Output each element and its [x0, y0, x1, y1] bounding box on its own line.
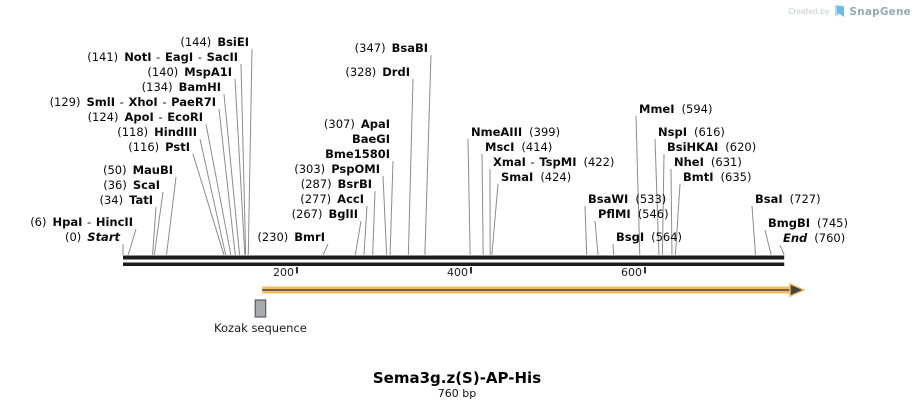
site-label-TatI[interactable]: (34) TatI [99, 193, 153, 207]
site-label-BsaBI[interactable]: (347) BsaBI [354, 41, 428, 55]
connector-line-AccI [364, 206, 367, 255]
site-label-End[interactable]: End (760) [783, 231, 846, 245]
connector-line-HpaI [128, 229, 136, 255]
site-label-NmeAIII[interactable]: NmeAIII (399) [471, 125, 561, 139]
site-label-BsgI[interactable]: BsgI (564) [616, 230, 683, 244]
site-label-XmaI[interactable]: XmaI - TspMI (422) [493, 155, 615, 169]
site-label-PstI[interactable]: (116) PstI [128, 140, 190, 154]
site-label-MspA1I[interactable]: (140) MspA1I [147, 65, 232, 79]
connector-line-BsiEI [248, 49, 252, 255]
site-label-MauBI[interactable]: (50) MauBI [102, 163, 173, 177]
connector-line-BmgBI [765, 230, 771, 255]
site-label-Start[interactable]: (0) Start [64, 230, 120, 244]
ruler-tick [644, 267, 646, 274]
site-label-ScaI[interactable]: (36) ScaI [103, 178, 160, 192]
site-label-MmeI[interactable]: MmeI (594) [639, 102, 713, 116]
connector-line-PstI [193, 154, 224, 255]
kozak-box[interactable] [255, 300, 265, 317]
snapgene-brand-text: SnapGene [849, 5, 911, 18]
site-label-PflMI[interactable]: PflMI (546) [598, 207, 669, 221]
site-label-PspOMI[interactable]: (303) PspOMI [294, 162, 380, 176]
site-label-BsiHKAI[interactable]: BsiHKAI (620) [667, 140, 757, 154]
feature-arrow-head[interactable] [790, 284, 804, 296]
connector-line-End [780, 245, 784, 255]
site-label-HindIII[interactable]: (118) HindIII [117, 125, 197, 139]
ruler-tick [470, 267, 472, 274]
connector-line-BmrI [323, 244, 328, 255]
site-label-NheI[interactable]: NheI (631) [674, 155, 742, 169]
connector-line-DrdI [408, 79, 413, 255]
connector-line-BsgI [613, 244, 614, 255]
connector-line-MscI [482, 154, 483, 255]
connector-line-NmeAIII [468, 139, 470, 255]
connector-line-PspOMI [383, 176, 387, 255]
construct-length: 760 bp [437, 387, 477, 400]
connector-line-SmaI [492, 184, 498, 255]
site-label-BsiEI[interactable]: (144) BsiEI [180, 35, 249, 49]
site-label-BamHI[interactable]: (134) BamHI [141, 80, 221, 94]
ruler-tick-label: 200 [273, 266, 294, 279]
site-label-MscI[interactable]: MscI (414) [485, 140, 553, 154]
connector-line-ScaI [154, 192, 163, 255]
site-label-BmrI[interactable]: (230) BmrI [257, 230, 325, 244]
kozak-sequence-label: Kozak sequence [214, 321, 307, 335]
site-label-DrdI[interactable]: (328) DrdI [345, 65, 410, 79]
construct-title: Sema3g.z(S)-AP-His [372, 369, 542, 387]
site-label-ApaI[interactable]: (307) ApaI BaeGI Bme1580I [323, 117, 390, 161]
ruler-tick-label: 600 [621, 266, 642, 279]
site-label-ApoI[interactable]: (124) ApoI - EcoRI [87, 110, 203, 124]
site-label-BsaI[interactable]: BsaI (727) [755, 192, 821, 206]
site-label-HpaI[interactable]: (6) HpaI - HincII [30, 215, 133, 229]
site-label-SmaI[interactable]: SmaI (424) [501, 170, 572, 184]
site-label-BmtI[interactable]: BmtI (635) [683, 170, 752, 184]
connector-line-ApoI [206, 124, 231, 255]
connector-line-ApaI [390, 161, 393, 255]
site-label-NotI[interactable]: (141) NotI - EagI - SacII [87, 50, 238, 64]
ruler-tick [296, 267, 298, 274]
ruler-tick-label: 400 [447, 266, 468, 279]
connector-line-BglII [355, 221, 361, 255]
connector-line-HindIII [200, 139, 226, 255]
connector-line-BsaI [752, 206, 755, 255]
site-label-BmgBI[interactable]: BmgBI (745) [768, 216, 848, 230]
connector-line-MauBI [167, 177, 177, 255]
connector-line-PflMI [595, 221, 598, 255]
site-label-NspI[interactable]: NspI (616) [658, 125, 725, 139]
connector-line-BsaWI [585, 206, 587, 255]
connector-line-BsaBI [425, 55, 431, 255]
site-label-SmlI[interactable]: (129) SmlI - XhoI - PaeR7I [49, 95, 216, 109]
connector-line-BmtI [675, 184, 680, 255]
site-label-AccI[interactable]: (277) AccI [300, 192, 364, 206]
connector-line-BsrBI [373, 191, 375, 255]
site-label-BglII[interactable]: (267) BglII [291, 207, 358, 221]
site-label-BsrBI[interactable]: (287) BsrBI [300, 177, 372, 191]
created-by-text: Created by [788, 7, 830, 16]
sequence-bar-top [123, 256, 784, 260]
site-label-BsaWI[interactable]: BsaWI (533) [588, 192, 667, 206]
